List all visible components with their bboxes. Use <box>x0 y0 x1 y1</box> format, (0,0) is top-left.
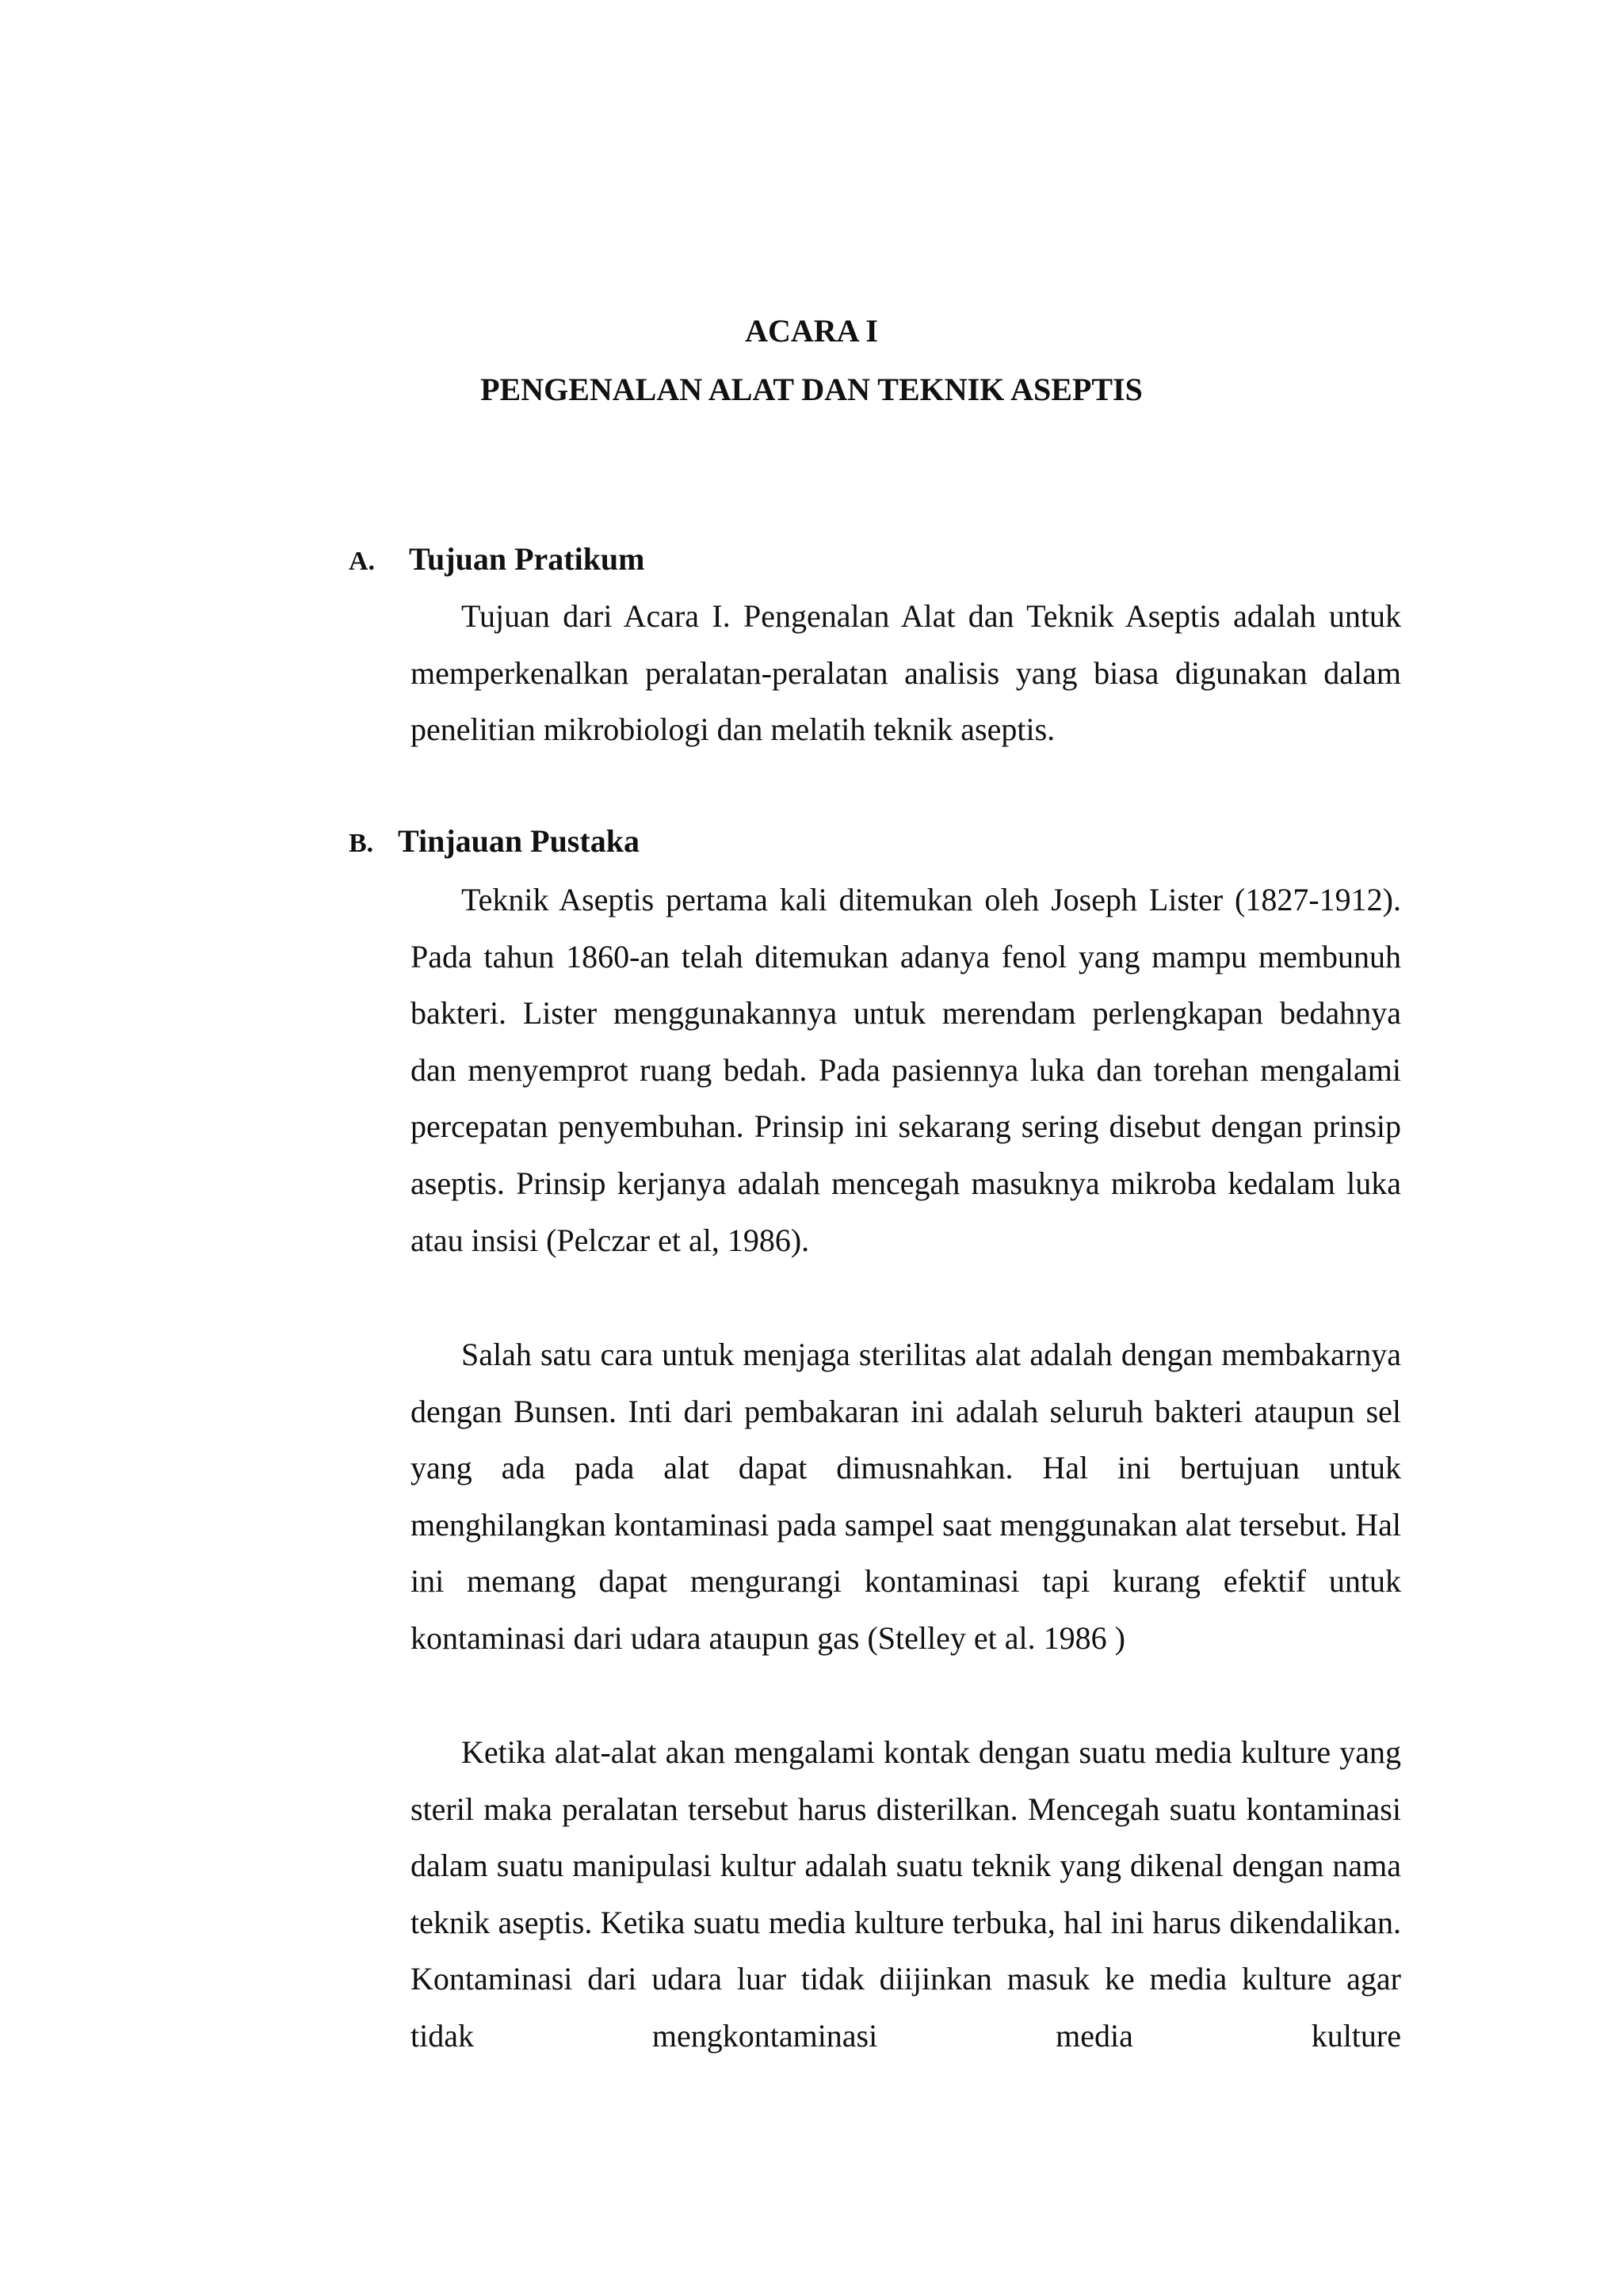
paragraph-tinjauan-1: Teknik Aseptis pertama kali ditemukan oleh Joseph Lister (1827-1912). Pada tahun 1860-an telah ditemukan adanya fenol yang mampu membunuh bakteri. Lister menggunakannya untuk merendam perlengkapan bedahnya dan menyemprot ruang bedah. Pada pasiennya luka dan torehan mengalami percepatan penyembuhan. Prinsip ini sekarang sering disebut dengan prinsip aseptis. Prinsip kerjanya adalah mencegah masuknya mikroba kedalam luka atau insisi (Pelczar et al, 1986). <box>411 882 1401 1258</box>
section-heading-tinjauan <box>349 822 640 863</box>
chapter-title: ACARA I <box>745 313 878 349</box>
section-letter: A. <box>349 547 376 576</box>
section-heading-tujuan <box>349 540 645 581</box>
paragraph-tujuan: Tujuan dari Acara I. Pengenalan Alat dan Teknik Aseptis adalah untuk memperkenalkan peralatan-peralatan analisis yang biasa digunakan dalam penelitian mikrobiologi dan melatih teknik aseptis. <box>411 598 1401 748</box>
section-heading-text: Tinjauan Pustaka <box>398 823 640 859</box>
chapter-subtitle: PENGENALAN ALAT DAN TEKNIK ASEPTIS <box>480 372 1143 407</box>
section-letter: B. <box>349 829 374 858</box>
paragraph-tinjauan-2: Salah satu cara untuk menjaga sterilitas alat adalah dengan membakarnya dengan Bunsen. Inti dari pembakaran ini adalah seluruh bakteri ataupun sel yang ada pada alat dapat dimusnahkan. Hal ini bertujuan untuk menghilangkan kontaminasi pada sampel saat menggunakan alat tersebut. Hal ini memang dapat mengurangi kontaminasi tapi kurang efektif untuk kontaminasi dari udara ataupun gas (Stelley et al. 1986 ) <box>411 1337 1401 1656</box>
paragraph-tinjauan-3: Ketika alat-alat akan mengalami kontak dengan suatu media kulture yang steril maka peralatan tersebut harus disterilkan. Mencegah suatu kontaminasi dalam suatu manipulasi kultur adalah suatu teknik yang dikenal dengan nama teknik aseptis. Ketika suatu media kulture terbuka, hal ini harus dikendalikan. Kontaminasi dari udara luar tidak diijinkan masuk ke media kulture agar tidak mengkontaminasi media kulture <box>411 1734 1401 2054</box>
section-heading-text: Tujuan Pratikum <box>409 541 645 577</box>
